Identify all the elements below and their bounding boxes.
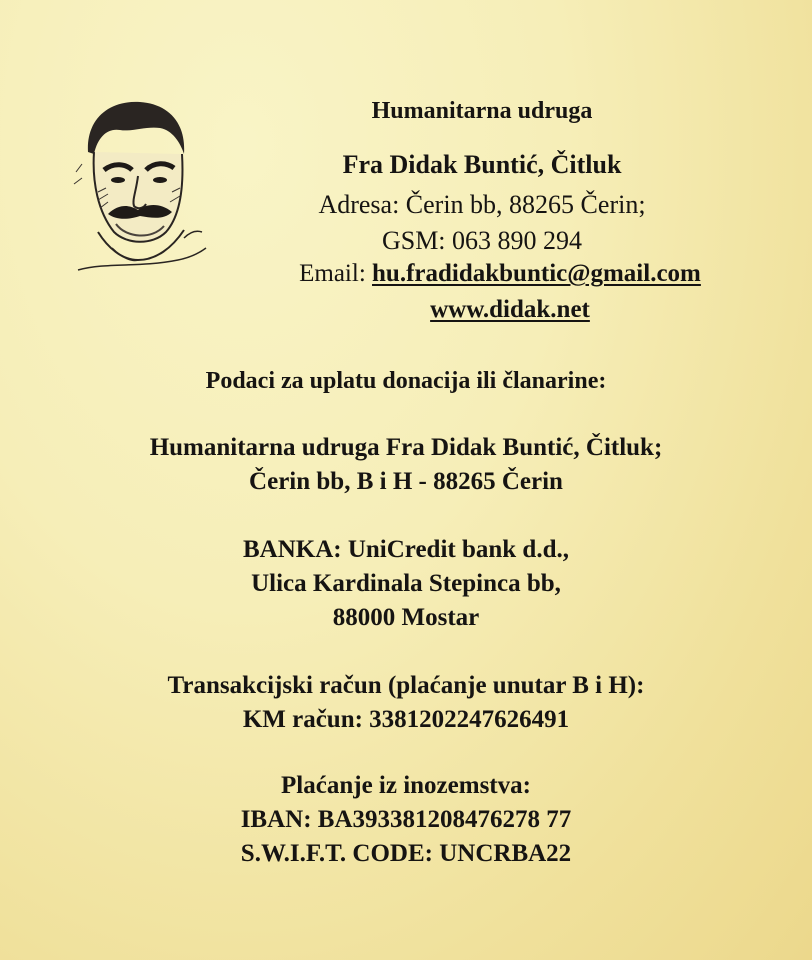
iban: IBAN: BA393381208476278 77 — [240, 806, 572, 833]
swift-code: S.W.I.F.T. CODE: UNCRBA22 — [240, 840, 572, 867]
recipient-line2: Čerin bb, B i H - 88265 Čerin — [249, 468, 563, 495]
address: Adresa: Čerin bb, 88265 Čerin; — [318, 190, 646, 219]
bank-line3: 88000 Mostar — [332, 604, 480, 631]
gsm: GSM: 063 890 294 — [381, 226, 583, 255]
bank-line1: BANKA: UniCredit bank d.d., — [242, 536, 569, 563]
recipient-line1: Humanitarna udruga Fra Didak Buntić, Čitluk; — [149, 434, 663, 461]
transaction-heading: Transakcijski račun (plaćanje unutar B i H): — [167, 672, 645, 699]
org-name: Fra Didak Buntić, Čitluk — [342, 150, 622, 179]
email-line — [230, 260, 770, 288]
org-type: Humanitarna udruga — [371, 98, 593, 124]
website-link[interactable]: www.didak.net — [430, 296, 590, 323]
foreign-heading: Plaćanje iz inozemstva: — [281, 772, 531, 799]
donation-heading: Podaci za uplatu donacija ili članarine: — [205, 368, 607, 394]
bank-line2: Ulica Kardinala Stepinca bb, — [251, 570, 561, 597]
portrait-sketch — [68, 92, 208, 282]
email-label: Email: — [299, 260, 373, 287]
email-link[interactable]: hu.fradidakbuntic@gmail.com — [372, 260, 701, 287]
km-account: KM račun: 3381202247626491 — [242, 706, 570, 733]
